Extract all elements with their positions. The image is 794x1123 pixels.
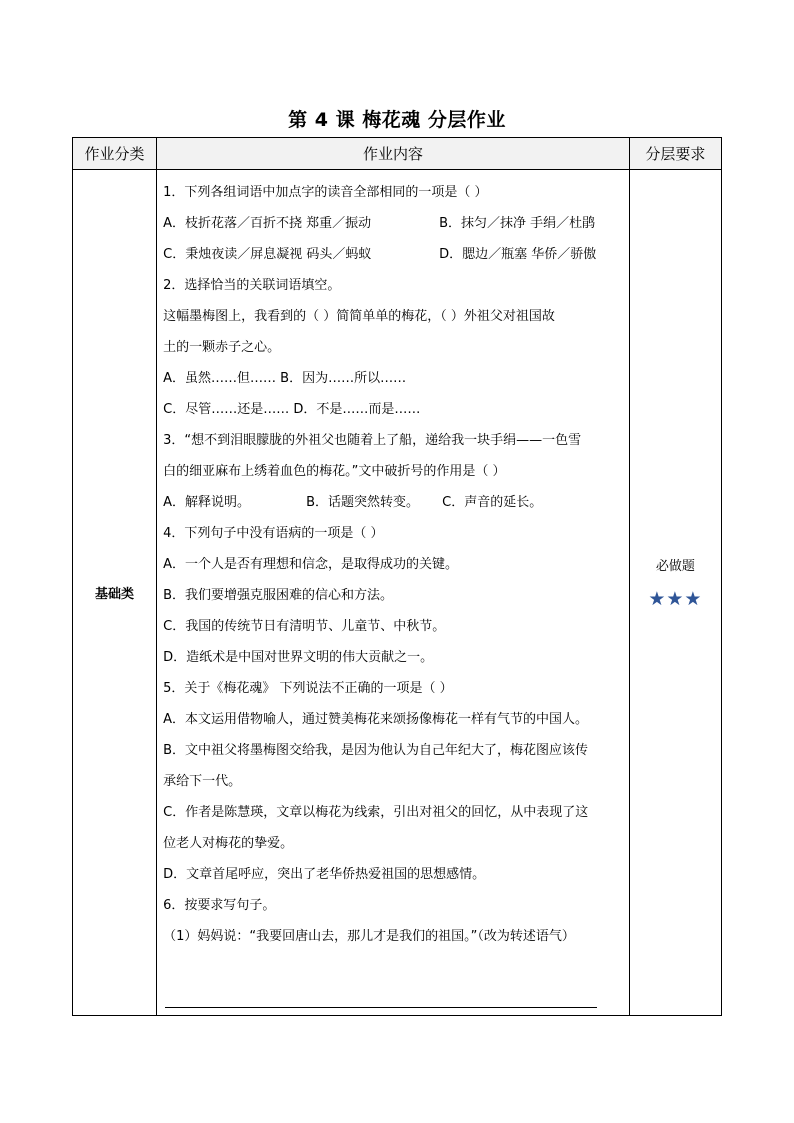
homework-table (72, 137, 722, 1016)
table-row (73, 170, 722, 1016)
question-5: 5．关于《梅花魂》 下列说法不正确的一项是（ ） (163, 681, 453, 696)
page-title: 第 4 课 梅花魂 分层作业 (288, 109, 506, 131)
option-line: A．一个人是否有理想和信念，是取得成功的关键。 (163, 557, 459, 572)
category-cell: 基础类 (73, 170, 157, 1016)
header-category: 作业分类 (73, 138, 157, 170)
question-text: 白的细亚麻布上绣着血色的梅花。”文中破折号的作用是（ ） (163, 464, 506, 479)
options-row (163, 487, 623, 518)
option-line: D．文章首尾呼应，突出了老华侨热爱祖国的思想感情。 (163, 867, 486, 882)
content-cell (157, 170, 630, 1016)
question-2: 2．选择恰当的关联词语填空。 (163, 278, 341, 293)
option-line: B．我们要增强克服困难的信心和方法。 (163, 588, 394, 603)
option-line: 位老人对梅花的挚爱。 (163, 836, 294, 851)
option-line: D．造纸术是中国对世界文明的伟大贡献之一。 (163, 650, 434, 665)
option-c: C．声音的延长。 (442, 495, 543, 510)
option-line: C．作者是陈慧瑛，文章以梅花为线索，引出对祖父的回忆，从中表现了这 (163, 805, 589, 820)
question-3: 3．“想不到泪眼朦胧的外祖父也随着上了船，递给我一块手绢——一色雪 (163, 433, 582, 448)
answer-line[interactable] (165, 1007, 597, 1008)
option-a: A．枝折花落／百折不挠 郑重／振动 (163, 216, 372, 231)
options-row (163, 239, 623, 270)
requirement-label: 必做题 (655, 559, 695, 574)
option-a: A．解释说明。 (163, 495, 251, 510)
requirement-cell (629, 170, 721, 1016)
question-text: 土的一颗赤子之心。 (163, 340, 281, 355)
option-line: A．本文运用借物喻人，通过赞美梅花来颂扬像梅花一样有气节的中国人。 (163, 712, 589, 727)
option-line: C．尽管……还是…… D．不是……而是…… (163, 402, 421, 417)
option-line: A．虽然……但…… B．因为……所以…… (163, 371, 407, 386)
question-4: 4．下列句子中没有语病的一项是（ ） (163, 526, 384, 541)
header-requirement: 分层要求 (629, 138, 721, 170)
table-header-row (73, 138, 722, 170)
option-d: D．腮边／瓶塞 华侨／骄傲 (439, 247, 597, 262)
sub-question: （1）妈妈说：“我要回唐山去，那儿才是我们的祖国。”（改为转述语气） (163, 929, 575, 944)
option-line: B．文中祖父将墨梅图交给我，是因为他认为自己年纪大了，梅花图应该传 (163, 743, 589, 758)
option-b: B．抹匀／抹净 手绢／杜鹃 (439, 216, 596, 231)
option-line: C．我国的传统节日有清明节、儿童节、中秋节。 (163, 619, 446, 634)
question-6: 6．按要求写句子。 (163, 898, 276, 913)
option-b: B．话题突然转变。 (306, 495, 420, 510)
option-line: 承给下一代。 (163, 774, 242, 789)
header-content: 作业内容 (157, 138, 630, 170)
options-row (163, 208, 623, 239)
star-rating-icon: ★★★ (648, 588, 703, 610)
question-text: 这幅墨梅图上，我看到的（ ）简简单单的梅花，（ ）外祖父对祖国故 (163, 309, 555, 324)
question-1: 1．下列各组词语中加点字的读音全部相同的一项是（ ） (163, 185, 488, 200)
option-c: C．秉烛夜读／屏息凝视 码头／蚂蚁 (163, 247, 372, 262)
